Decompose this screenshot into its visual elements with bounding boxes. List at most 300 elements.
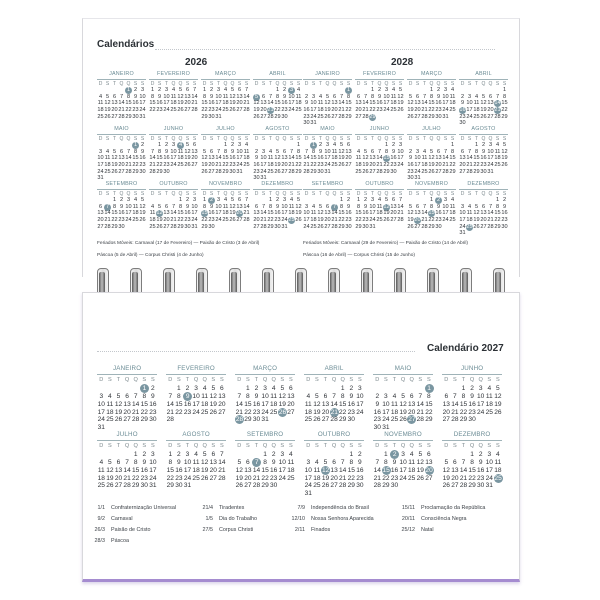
- day-cell: 6: [112, 93, 117, 100]
- day-cell: 5: [275, 148, 280, 155]
- day-cell: 7: [418, 392, 423, 400]
- weekday-header: S: [185, 135, 190, 142]
- day-cell: 17: [304, 474, 312, 482]
- day-cell: 4: [487, 384, 492, 392]
- day-cell: 13: [487, 100, 494, 107]
- day-cell: 18: [449, 100, 456, 107]
- weekday-header: T: [268, 135, 273, 142]
- day-cell: 19: [397, 100, 404, 107]
- day-cell: 13: [244, 466, 252, 474]
- day-cell: 2: [408, 148, 413, 155]
- day-cell: 7: [133, 392, 138, 400]
- day-cell: 28: [338, 113, 345, 120]
- holiday-day: 9: [183, 392, 192, 401]
- day-cell: 7: [453, 392, 457, 400]
- day-cell: 31: [487, 168, 494, 175]
- weekday-header: S: [261, 190, 266, 197]
- day-cell: 23: [347, 408, 355, 416]
- weekday-header: D: [237, 442, 242, 449]
- day-cell: 6: [98, 203, 103, 210]
- day-cell: 14: [397, 203, 404, 210]
- day-cell: 30: [132, 113, 139, 120]
- day-cell: 22: [111, 217, 118, 223]
- weekday-header: S: [108, 442, 112, 449]
- day-cell: 25: [408, 474, 416, 482]
- day-cell: 4: [268, 148, 273, 155]
- day-cell: 14: [331, 210, 338, 217]
- day-cell: 28: [421, 223, 428, 230]
- weekday-header: Q: [282, 190, 287, 197]
- day-cell: 10: [442, 203, 449, 210]
- weekday-header: T: [164, 190, 169, 197]
- day-cell: 1: [268, 197, 273, 204]
- day-cell: 10: [125, 203, 132, 210]
- day-cell: 1: [177, 384, 181, 392]
- day-cell: 16: [390, 155, 397, 162]
- day-cell: 6: [116, 458, 121, 466]
- day-cell: 31: [459, 230, 466, 237]
- day-cell: 29: [310, 168, 317, 175]
- day-cell: 29: [338, 223, 345, 230]
- day-cell: 9: [119, 203, 124, 210]
- day-cell: 13: [191, 148, 198, 155]
- day-cell: 2: [275, 197, 280, 204]
- month-name: AGOSTO: [265, 126, 290, 132]
- day-cell: 20: [163, 217, 170, 223]
- weekday-header: S: [496, 376, 500, 383]
- day-cell: 11: [317, 100, 324, 107]
- day-cell: 1: [340, 384, 345, 392]
- day-cell: 7: [377, 148, 382, 155]
- day-cell: 10: [369, 203, 376, 210]
- month-name: JULHO: [116, 431, 138, 438]
- day-cell: 4: [450, 197, 455, 204]
- day-cell: 18: [132, 210, 139, 217]
- weekday-header: S: [398, 190, 403, 197]
- day-cell: 23: [356, 474, 364, 482]
- day-cell: 1: [133, 450, 138, 458]
- month-name: NOVEMBRO: [384, 431, 422, 438]
- day-cell: 26: [324, 113, 331, 120]
- day-cell: 23: [208, 107, 215, 113]
- day-cell: 14: [132, 400, 140, 408]
- weekday-header: S: [246, 376, 250, 383]
- day-cell: 31: [260, 175, 267, 182]
- weekday-header: D: [237, 376, 242, 383]
- holiday-day: 12: [383, 203, 390, 210]
- day-cell: 4: [108, 392, 112, 400]
- holiday-date: 15/11: [401, 505, 415, 511]
- day-cell: 21: [421, 217, 428, 223]
- day-cell: 23: [183, 408, 192, 416]
- weekday-header: S: [363, 190, 368, 197]
- holiday-entry: [195, 516, 257, 522]
- weekday-header: Q: [178, 80, 183, 87]
- day-cell: 16: [156, 100, 163, 107]
- day-cell: 15: [132, 155, 139, 162]
- day-cell: 9: [375, 400, 380, 408]
- day-cell: 8: [461, 392, 466, 400]
- day-cell: 19: [177, 100, 184, 107]
- weekday-header: T: [116, 442, 121, 449]
- day-cell: 27: [253, 223, 260, 230]
- day-cell: 30: [317, 168, 324, 175]
- weekday-header: S: [467, 135, 472, 142]
- day-cell: 19: [362, 162, 369, 168]
- month-block: [407, 181, 456, 244]
- weekday-header: Q: [275, 190, 280, 197]
- day-cell: 1: [339, 197, 344, 204]
- day-cell: 2: [254, 148, 259, 155]
- weekday-header: Q: [436, 190, 441, 197]
- day-cell: 24: [183, 474, 192, 482]
- day-cell: 20: [321, 408, 330, 416]
- day-cell: 17: [487, 155, 494, 162]
- holiday-name: Natal: [421, 527, 434, 533]
- day-cell: 18: [106, 408, 114, 416]
- day-cell: 30: [229, 168, 236, 175]
- day-cell: 22: [274, 107, 281, 113]
- day-cell: 4: [377, 197, 382, 204]
- weekday-header: Q: [331, 376, 337, 383]
- weekday-header: D: [254, 135, 259, 142]
- weekday-header: S: [339, 190, 344, 197]
- day-cell: 14: [421, 100, 428, 107]
- day-cell: 2: [460, 93, 465, 100]
- day-cell: 17: [442, 100, 449, 107]
- day-cell: 2: [377, 87, 382, 94]
- day-cell: 27: [321, 416, 330, 424]
- day-cell: 19: [235, 474, 243, 482]
- day-cell: 11: [355, 155, 362, 162]
- month-block: [97, 71, 146, 134]
- day-cell: 25: [317, 113, 324, 120]
- weekday-header: T: [370, 190, 375, 197]
- day-cell: 24: [163, 107, 170, 113]
- day-cell: 25: [192, 474, 200, 482]
- day-cell: 10: [304, 466, 312, 474]
- holiday-day: 27: [408, 416, 416, 424]
- day-cell: 2: [349, 384, 354, 392]
- day-cell: 15: [355, 210, 362, 217]
- weekday-header: D: [168, 376, 173, 383]
- weekday-header: S: [443, 135, 448, 142]
- day-cell: 9: [140, 148, 145, 155]
- day-cell: 5: [318, 203, 323, 210]
- holiday-entry: [87, 505, 176, 511]
- day-cell: 17: [183, 466, 192, 474]
- day-cell: 21: [303, 162, 310, 168]
- day-cell: 25: [132, 217, 139, 223]
- day-cell: 10: [383, 93, 390, 100]
- day-cell: 13: [209, 458, 217, 466]
- day-cell: 2: [271, 450, 276, 458]
- day-cell: 25: [494, 162, 501, 168]
- day-cell: 29: [132, 482, 140, 490]
- day-cell: 16: [435, 100, 442, 107]
- day-cell: 26: [321, 482, 330, 490]
- weekday-header: S: [339, 135, 344, 142]
- day-cell: 10: [191, 203, 198, 210]
- weekday-header: S: [418, 376, 423, 383]
- month-rule: [459, 134, 508, 135]
- day-cell: 22: [149, 107, 156, 113]
- day-cell: 13: [435, 155, 442, 162]
- day-cell: 15: [111, 210, 118, 217]
- day-cell: 19: [139, 210, 146, 217]
- holiday-date: 27/5: [202, 527, 213, 533]
- day-cell: 21: [170, 217, 177, 223]
- day-cell: 25: [270, 408, 278, 416]
- day-cell: 25: [104, 168, 111, 175]
- weekday-header: D: [202, 190, 207, 197]
- day-cell: 25: [222, 107, 229, 113]
- day-cell: 13: [260, 100, 267, 107]
- weekday-header: S: [415, 190, 420, 197]
- day-cell: 29: [201, 113, 208, 120]
- day-cell: 7: [125, 458, 129, 466]
- day-cell: 3: [126, 197, 131, 204]
- day-cell: 18: [177, 155, 184, 162]
- day-cell: 25: [243, 162, 250, 168]
- weekday-header: S: [502, 190, 507, 197]
- weekday-header: S: [211, 376, 216, 383]
- month-block: [97, 431, 157, 504]
- day-cell: 23: [376, 107, 383, 113]
- holiday-day: 4: [178, 142, 183, 149]
- day-cell: 2: [230, 142, 235, 149]
- day-cell: 28: [373, 482, 381, 490]
- month-name: MAIO: [320, 126, 335, 132]
- day-cell: 15: [261, 466, 269, 474]
- day-cell: 23: [435, 217, 442, 223]
- day-cell: 26: [104, 113, 111, 120]
- day-cell: 3: [370, 197, 375, 204]
- day-cell: 7: [268, 93, 273, 100]
- day-cell: 7: [244, 197, 249, 204]
- day-cell: 26: [209, 408, 217, 416]
- day-cell: 20: [118, 162, 125, 168]
- day-cell: 4: [318, 93, 323, 100]
- day-cell: 27: [480, 223, 487, 230]
- day-cell: 27: [209, 474, 217, 482]
- day-cell: 16: [274, 210, 281, 217]
- day-cell: 15: [156, 155, 163, 162]
- day-cell: 22: [166, 474, 174, 482]
- day-cell: 3: [263, 384, 267, 392]
- day-cell: 6: [254, 203, 259, 210]
- day-cell: 2: [318, 142, 323, 149]
- day-cell: 18: [149, 217, 156, 223]
- day-cell: 5: [237, 458, 242, 466]
- day-cell: 28: [330, 416, 338, 424]
- day-cell: 28: [487, 223, 494, 230]
- day-cell: 24: [170, 162, 177, 168]
- weekday-header: S: [398, 135, 403, 142]
- day-cell: 9: [254, 155, 259, 162]
- day-cell: 10: [97, 155, 104, 162]
- day-cell: 25: [390, 416, 399, 424]
- day-cell: 28: [252, 482, 261, 490]
- month-block: [253, 126, 302, 189]
- day-cell: 7: [443, 148, 448, 155]
- day-cell: 31: [236, 168, 243, 175]
- day-cell: 9: [275, 203, 280, 210]
- day-cell: 31: [324, 168, 331, 175]
- day-cell: 1: [495, 197, 500, 204]
- day-cell: 10: [310, 100, 317, 107]
- day-cell: 15: [449, 155, 456, 162]
- day-cell: 5: [296, 197, 301, 204]
- day-cell: 26: [295, 217, 302, 223]
- day-cell: 11: [104, 155, 111, 162]
- day-cell: 21: [451, 408, 459, 416]
- day-cell: 5: [315, 392, 319, 400]
- day-cell: 4: [271, 384, 276, 392]
- day-cell: 13: [345, 148, 352, 155]
- month-name: JANEIRO: [112, 365, 142, 372]
- day-cell: 16: [163, 155, 170, 162]
- weekday-header: Q: [340, 376, 345, 383]
- weekday-header: D: [356, 190, 361, 197]
- weekday-header: S: [427, 442, 431, 449]
- day-cell: 18: [310, 217, 317, 223]
- day-cell: 10: [215, 93, 222, 100]
- weekday-header: T: [422, 190, 427, 197]
- day-cell: 23: [253, 168, 260, 175]
- day-cell: 25: [485, 408, 493, 416]
- day-cell: 15: [125, 100, 132, 107]
- day-cell: 26: [235, 482, 243, 490]
- weekday-header: Q: [223, 190, 228, 197]
- day-cell: 20: [123, 408, 131, 416]
- day-cell: 16: [376, 100, 383, 107]
- day-cell: 13: [218, 392, 226, 400]
- weekday-header: T: [318, 190, 323, 197]
- day-cell: 28: [191, 107, 198, 113]
- weekday-header: Q: [488, 135, 493, 142]
- day-cell: 21: [243, 100, 250, 107]
- holiday-day: 26: [278, 408, 287, 416]
- day-cell: 22: [468, 474, 476, 482]
- day-cell: 19: [494, 400, 502, 408]
- day-cell: 11: [270, 392, 278, 400]
- day-cell: 10: [170, 148, 177, 155]
- day-cell: 5: [105, 93, 110, 100]
- weekday-header: S: [105, 135, 110, 142]
- day-cell: 18: [97, 107, 104, 113]
- weekday-header: S: [311, 190, 316, 197]
- day-cell: 19: [114, 408, 123, 416]
- day-cell: 30: [390, 482, 399, 490]
- month-name: MARÇO: [253, 365, 278, 372]
- weekday-header: T: [268, 80, 273, 87]
- month-rule: [201, 134, 250, 135]
- weekday-header: Q: [119, 80, 124, 87]
- day-cell: 27: [459, 168, 466, 175]
- weekday-header: S: [450, 135, 455, 142]
- day-cell: 20: [330, 474, 338, 482]
- day-cell: 27: [218, 408, 226, 416]
- day-cell: 18: [243, 155, 250, 162]
- weekday-header: Q: [469, 442, 475, 449]
- day-cell: 1: [461, 384, 466, 392]
- weekday-header: Q: [124, 376, 130, 383]
- day-cell: 6: [356, 93, 361, 100]
- day-cell: 1: [450, 142, 455, 149]
- day-cell: 12: [494, 392, 502, 400]
- day-cell: 14: [260, 210, 267, 217]
- day-cell: 15: [494, 210, 501, 217]
- day-cell: 7: [339, 93, 344, 100]
- day-cell: 11: [267, 155, 274, 162]
- day-cell: 18: [97, 474, 105, 482]
- day-cell: 19: [229, 100, 236, 107]
- day-cell: 3: [98, 148, 103, 155]
- day-cell: 29: [339, 416, 347, 424]
- month-block: [304, 365, 364, 438]
- day-cell: 1: [246, 384, 250, 392]
- day-cell: 5: [202, 450, 207, 458]
- weekday-header: S: [453, 442, 457, 449]
- day-cell: 7: [467, 148, 472, 155]
- day-cell: 19: [106, 474, 114, 482]
- day-cell: 14: [338, 100, 345, 107]
- month-rule: [303, 79, 352, 80]
- weekday-header: S: [391, 190, 396, 197]
- day-cell: 11: [408, 458, 416, 466]
- day-cell: 13: [414, 100, 421, 107]
- weekday-header: S: [384, 376, 388, 383]
- day-cell: 7: [363, 93, 368, 100]
- day-cell: 18: [494, 466, 502, 474]
- title-dotted-rule: [155, 49, 495, 50]
- day-cell: 23: [435, 107, 442, 113]
- weekday-header: S: [495, 190, 500, 197]
- weekday-header: Q: [230, 190, 235, 197]
- holiday-day: 28: [235, 416, 244, 424]
- page-title: Calendários: [97, 39, 155, 50]
- month-name: AGOSTO: [182, 431, 210, 438]
- month-block: [459, 71, 508, 134]
- day-cell: 26: [383, 217, 390, 223]
- day-cell: 10: [485, 458, 493, 466]
- day-cell: 24: [383, 107, 390, 113]
- day-cell: 4: [495, 142, 500, 149]
- weekday-header: S: [108, 376, 112, 383]
- holiday-name: Dia do Trabalho: [219, 516, 258, 522]
- day-cell: 15: [310, 155, 317, 162]
- day-cell: 14: [123, 466, 131, 474]
- day-cell: 2: [119, 197, 124, 204]
- day-cell: 19: [324, 107, 331, 113]
- day-cell: 27: [355, 113, 362, 120]
- day-cell: 7: [216, 148, 221, 155]
- day-cell: 9: [151, 392, 155, 400]
- day-cell: 12: [362, 155, 369, 162]
- day-cell: 8: [150, 93, 155, 100]
- day-cell: 14: [252, 466, 261, 474]
- day-cell: 11: [466, 210, 473, 217]
- day-cell: 28: [149, 168, 156, 175]
- day-cell: 10: [260, 155, 267, 162]
- day-cell: 8: [474, 148, 479, 155]
- day-cell: 28: [260, 223, 267, 230]
- weekday-header: S: [140, 190, 145, 197]
- day-cell: 9: [502, 203, 507, 210]
- weekday-header: Q: [384, 190, 389, 197]
- day-cell: 13: [97, 210, 104, 217]
